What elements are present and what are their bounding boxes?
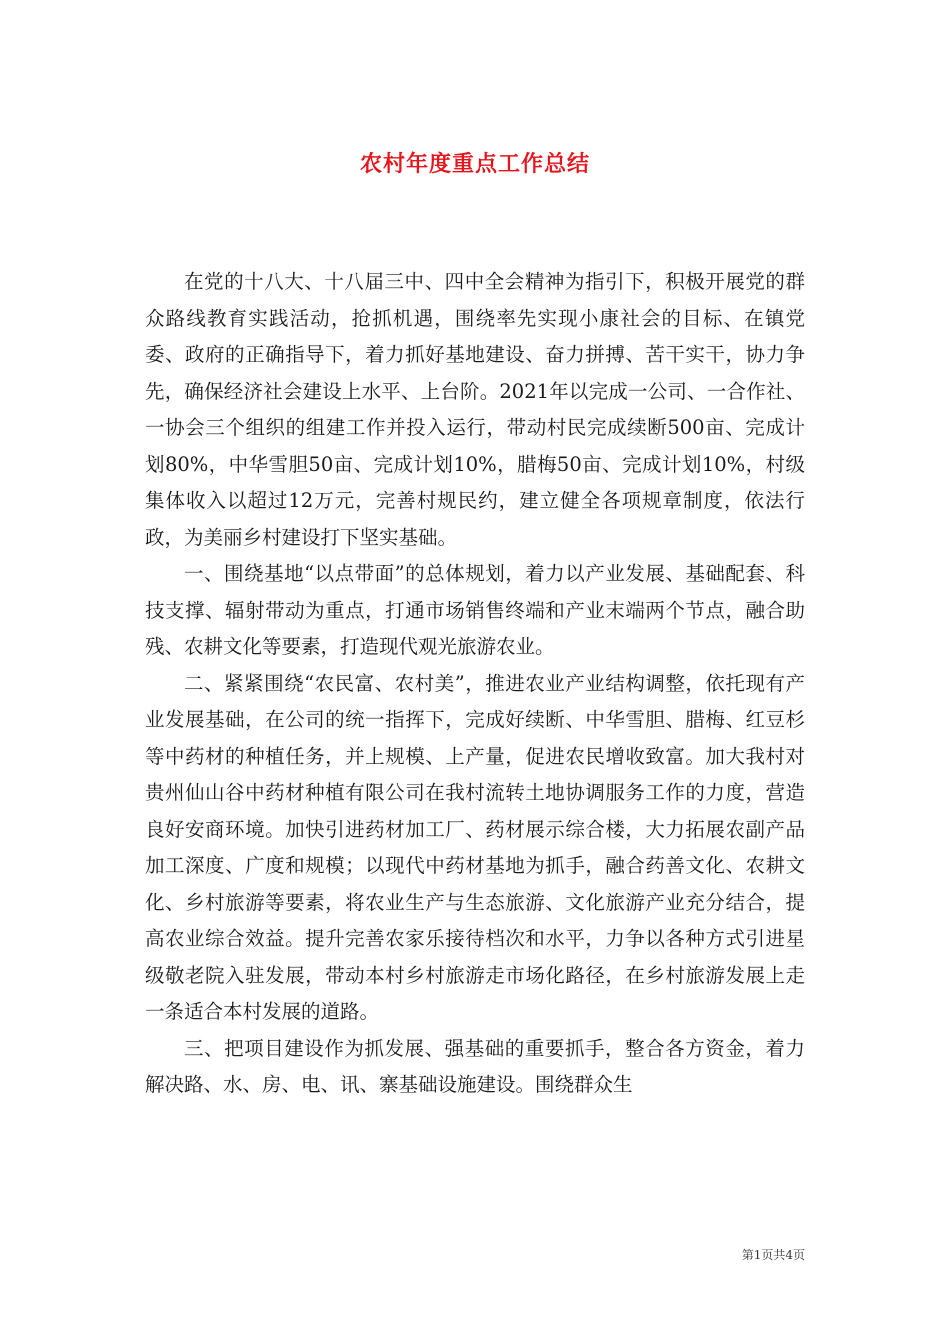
paragraph-section-3: 三、把项目建设作为抓发展、强基础的重要抓手，整合各方资金，着力解决路、水、房、电、讯、寨基础设施建设。围绕群众生 bbox=[145, 1036, 805, 1096]
document-body bbox=[145, 264, 805, 1104]
document-title: 农村年度重点工作总结 bbox=[359, 150, 590, 177]
paragraph-section-2: 二、紧紧围绕“农民富、农村美”，推进农业产业结构调整，依托现有产业发展基础，在公司的统一指挥下，完成好续断、中华雪胆、腊梅、红豆杉等中药材的种植任务，并上规模、上产量，促进农民增收致富。加大我村对贵州仙山谷中药材种植有限公司在我村流转土地协调服务工作的力度，营造良好安商环境。加快引进药材加工厂、药材展示综合楼，大力拓展农副产品加工深度、广度和规模；以现代中药材基地为抓手，融合药善文化、农耕文化、乡村旅游等要素，将农业生产与生态旅游、文化旅游产业充分结合，提高农业综合效益。提升完善农家乐接待档次和水平，力争以各种方式引进星级敬老院入驻发展，带动本村乡村旅游走市场化路径，在乡村旅游发展上走一条适合本村发展的道路。 bbox=[145, 671, 805, 1023]
page-number-footer: 第1页共4页 bbox=[741, 1248, 805, 1262]
paragraph-section-1: 一、围绕基地“以点带面”的总体规划，着力以产业发展、基础配套、科技支撑、辐射带动为重点，打通市场销售终端和产业末端两个节点，融合助残、农耕文化等要素，打造现代观光旅游农业。 bbox=[145, 562, 805, 658]
paragraph-intro: 在党的十八大、十八届三中、四中全会精神为指引下，积极开展党的群众路线教育实践活动，抢抓机遇，围绕率先实现小康社会的目标、在镇党委、政府的正确指导下，着力抓好基地建设、奋力拼搏、苦干实干，协力争先，确保经济社会建设上水平、上台阶。2021年以完成一公司、一合作社、一协会三个组织的组建工作并投入运行，带动村民完成续断500亩、完成计划80%，中华雪胆50亩、完成计划10%，腊梅50亩、完成计划10%，村级集体收入以超过12万元，完善村规民约，建立健全各项规章制度，依法行政，为美丽乡村建设打下坚实基础。 bbox=[145, 270, 805, 549]
